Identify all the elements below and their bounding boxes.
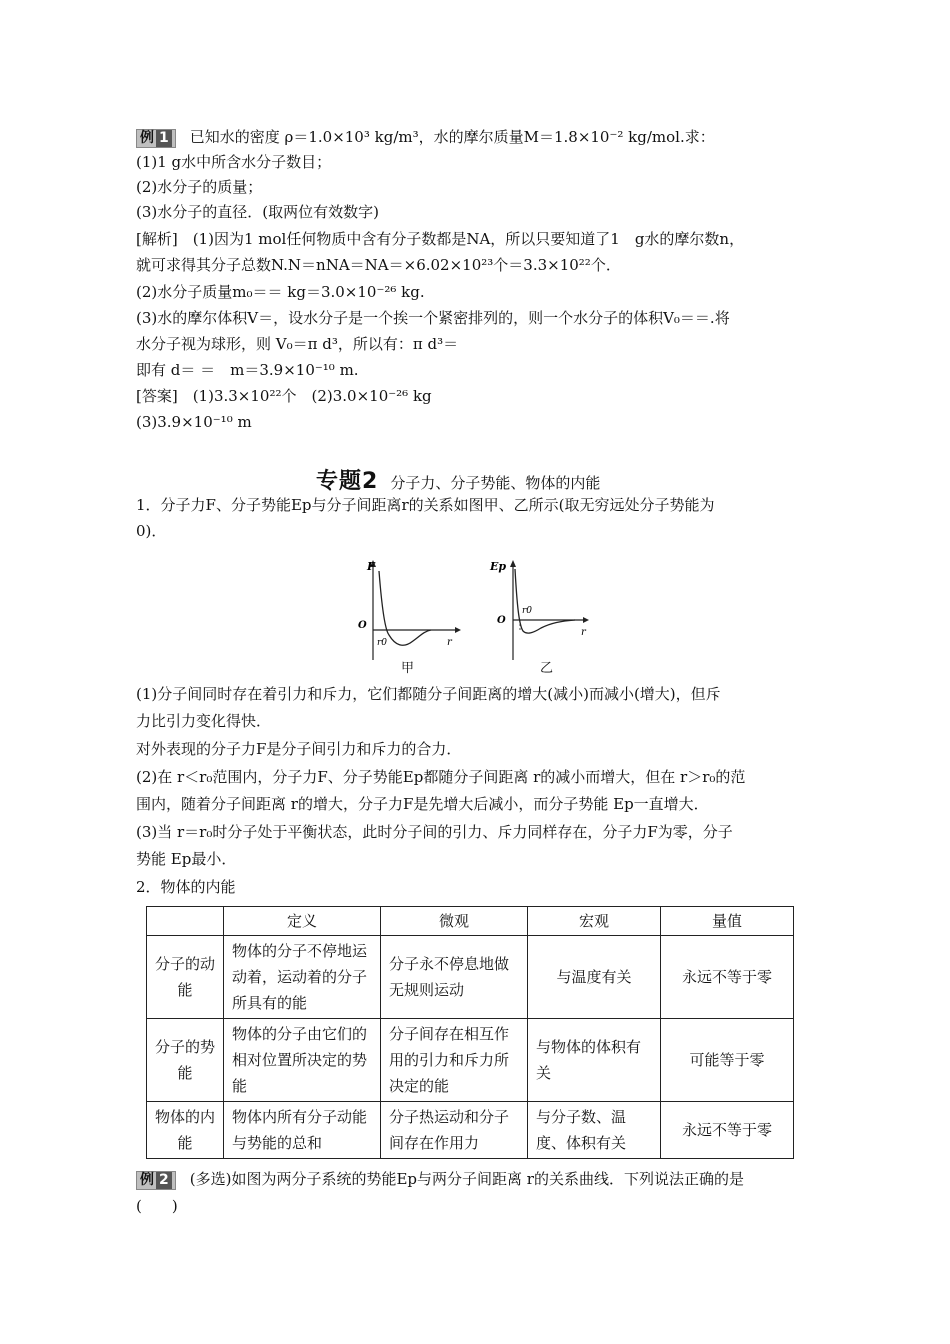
potential-xlabel: r [581,627,586,638]
table-header-cell [147,907,224,936]
analysis-line-5: 水分子视为球形，则 V₀＝π d³，所以有：π d³＝ [136,335,459,353]
example1-question: 已知水的密度 ρ＝1.0×10³ kg/m³，水的摩尔质量M＝1.8×10⁻² kg/mol.求： [189,128,715,146]
potential-graph [489,560,589,660]
topic2-p2: 2．物体的内能 [136,878,236,896]
analysis-line-6: 即有 d＝ ＝ m＝3.9×10⁻¹⁰ m. [136,361,359,379]
table-cell: 永远不等于零 [661,1102,794,1159]
potential-ylabel: Ep [490,560,507,573]
analysis-line-2: 就可求得其分子总数N.N＝nNA＝NA＝×6.02×10²³个＝3.3×10²²个． [136,256,621,274]
table-cell: 永远不等于零 [661,936,794,1019]
example1-q2: (2)水分子的质量； [136,178,263,196]
analysis-line-1: [解析] (1)因为1 mol任何物质中含有分子数都是NA，所以只要知道了1 g水的摩尔数n， [136,230,745,248]
potential-r0: r0 [522,606,533,616]
topic2-b1c: 对外表现的分子力F是分子间引力和斥力的合力． [136,740,462,758]
table-cell: 与温度有关 [528,936,661,1019]
table-cell: 分子的动能 [147,936,224,1019]
example2-header [136,1168,744,1190]
table-cell: 分子永不停息地做无规则运动 [381,936,528,1019]
topic2-b3a: (3)当 r＝r₀时分子处于平衡状态，此时分子间的引力、斥力同样存在，分子力F为零，分子 [136,823,733,841]
internal-energy-table [146,906,794,1159]
example-tag: 例 1 [136,129,176,148]
table-cell: 与物体的体积有关 [528,1019,661,1102]
table-row [147,1102,794,1159]
force-graph [358,560,461,660]
topic2-b1b: 力比引力变化得快． [136,712,272,730]
table-row [147,936,794,1019]
force-potential-figure [355,555,605,675]
topic2-b1a: (1)分子间同时存在着引力和斥力，它们都随分子间距离的增大(减小)而减小(增大)，但斥 [136,685,721,703]
table-cell: 物体的内能 [147,1102,224,1159]
table-cell: 与分子数、温度、体积有关 [528,1102,661,1159]
force-xlabel: r [447,637,452,648]
table-header-cell: 微观 [381,907,528,936]
table-header-cell: 量值 [661,907,794,936]
table-cell: 分子热运动和分子间存在作用力 [381,1102,528,1159]
example1-q1: (1)1 g水中所含水分子数目； [136,153,332,171]
fig-caption-right: 乙 [540,661,554,676]
topic2-p1a: 1．分子力F、分子势能Ep与分子间距离r的关系如图甲、乙所示(取无穷远处分子势能为 [136,496,715,514]
table-header-row [147,907,794,936]
topic2-b3b: 势能 Ep最小． [136,850,237,868]
table-cell: 物体的分子不停地运动着，运动着的分子所具有的能 [224,936,381,1019]
table-cell: 可能等于零 [661,1019,794,1102]
topic2-b2a: (2)在 r＜r₀范围内，分子力F、分子势能Ep都随分子间距离 r的减小而增大，但在 r＞r₀的范 [136,768,746,786]
answer-line-1: [答案] (1)3.3×10²²个 (2)3.0×10⁻²⁶ kg [136,387,432,405]
table-cell: 分子的势能 [147,1019,224,1102]
topic2-b2b: 围内，随着分子间距离 r的增大，分子力F是先增大后减小，而分子势能 Ep一直增大． [136,795,709,813]
topic2-heading [316,464,600,495]
example1-header [136,126,715,148]
answer-line-2: (3)3.9×10⁻¹⁰ m [136,413,252,431]
example2-bracket: ( ) [136,1197,178,1215]
analysis-line-4: (3)水的摩尔体积V＝，设水分子是一个挨一个紧密排列的，则一个水分子的体积V₀＝＝.将 [136,309,730,327]
analysis-line-3: (2)水分子质量m₀＝＝ kg＝3.0×10⁻²⁶ kg. [136,283,425,301]
topic2-p1b: 0)． [136,522,167,540]
fig-caption-left: 甲 [401,661,415,676]
example1-q3: (3)水分子的直径．(取两位有效数字) [136,203,379,221]
table-header-cell: 宏观 [528,907,661,936]
table-cell: 物体的分子由它们的相对位置所决定的势能 [224,1019,381,1102]
table-cell: 物体内所有分子动能与势能的总和 [224,1102,381,1159]
force-origin: O [358,620,367,631]
example-tag: 例 2 [136,1171,176,1190]
force-ylabel: F [367,560,375,573]
table-cell: 分子间存在相互作用的引力和斥力所决定的能 [381,1019,528,1102]
table-header-cell: 定义 [224,907,381,936]
topic2-title: 专题2 [316,469,379,494]
example2-text: (多选)如图为两分子系统的势能Ep与两分子间距离 r的关系曲线．下列说法正确的是 [189,1170,744,1188]
force-r0: r0 [377,638,388,648]
potential-origin: O [497,615,506,626]
topic2-subtitle: 分子力、分子势能、物体的内能 [390,474,601,492]
table-row [147,1019,794,1102]
